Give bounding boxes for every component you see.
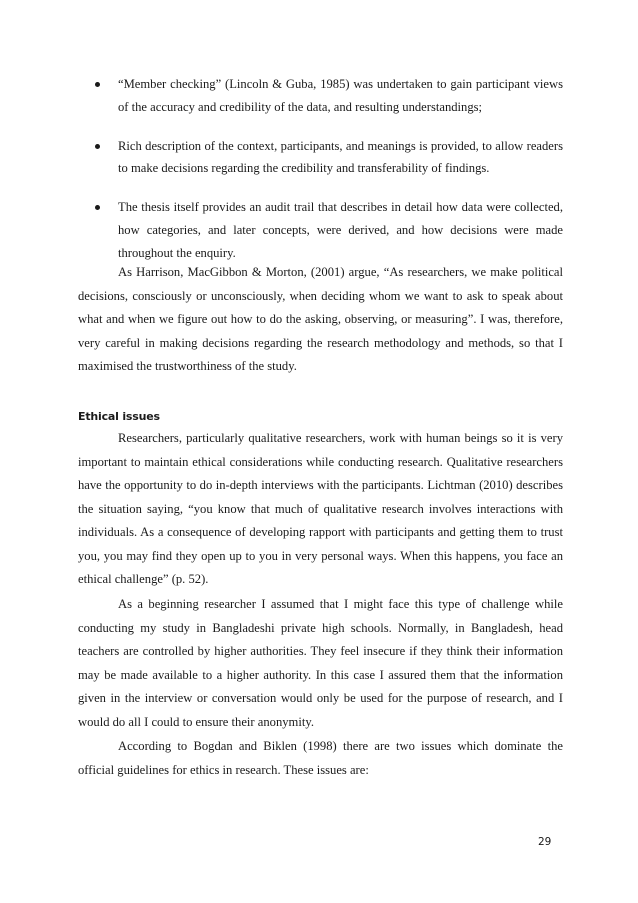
bullet-text: Rich description of the context, participants, and meanings is provided, to allow readers to make decisions regarding the credibility and transferability of findings. [118,138,563,176]
list-item [78,196,563,264]
bullet-dot-icon [95,205,100,210]
paragraph-bogdan-biklen: According to Bogdan and Biklen (1998) there are two issues which dominate the official guidelines for ethics in research. These issues are: [78,739,563,777]
bullet-dot-icon [95,144,100,149]
paragraph-researchers: Researchers, particularly qualitative researchers, work with human beings so it is very important to maintain ethical considerations while conducting research. Qualitative researchers have the opportunity to do in-depth interviews with the participants. Lichtman (2010) describes the situation saying, “you know that much of qualitative research involves interactions with individuals. As a consequence of developing rapport with participants and getting them to trust you, you may find they open up to you in very personal ways. When this happens, you face an ethical challenge” (p. 52). [78,431,563,586]
bullet-dot-icon [95,82,100,87]
list-item [78,135,563,181]
bullet-text: The thesis itself provides an audit trail that describes in detail how data were collected, how categories, and later concepts, were derived, and how decisions were made throughout the enquiry. [118,200,563,260]
paragraph-harrison: As Harrison, MacGibbon & Morton, (2001) argue, “As researchers, we make political decisions, consciously or unconsciously, when deciding whom we want to ask to speak about what and when we figure out how to do the asking, observing, or measuring”. I was, therefore, very careful in making decisions regarding the research methodology and methods, so that I maximised the trustworthiness of the study. [78,265,563,373]
bullet-list [78,73,563,281]
page-number: 29 [538,836,552,848]
paragraph-beginning-researcher: As a beginning researcher I assumed that I might face this type of challenge while conducting my study in Bangladeshi private high schools. Normally, in Bangladesh, head teachers are controlled by higher authorities. They feel insecure if they think their information may be made available to a higher authority. In this case I assured them that the information given in the interview or conversation would only be used for the purpose of research, and I would do all I could to ensure their anonymity. [78,597,563,729]
section-heading: Ethical issues [78,410,160,423]
list-item [78,73,563,119]
bullet-text: “Member checking” (Lincoln & Guba, 1985) was undertaken to gain participant views of the accuracy and credibility of the data, and resulting understandings; [118,77,563,114]
